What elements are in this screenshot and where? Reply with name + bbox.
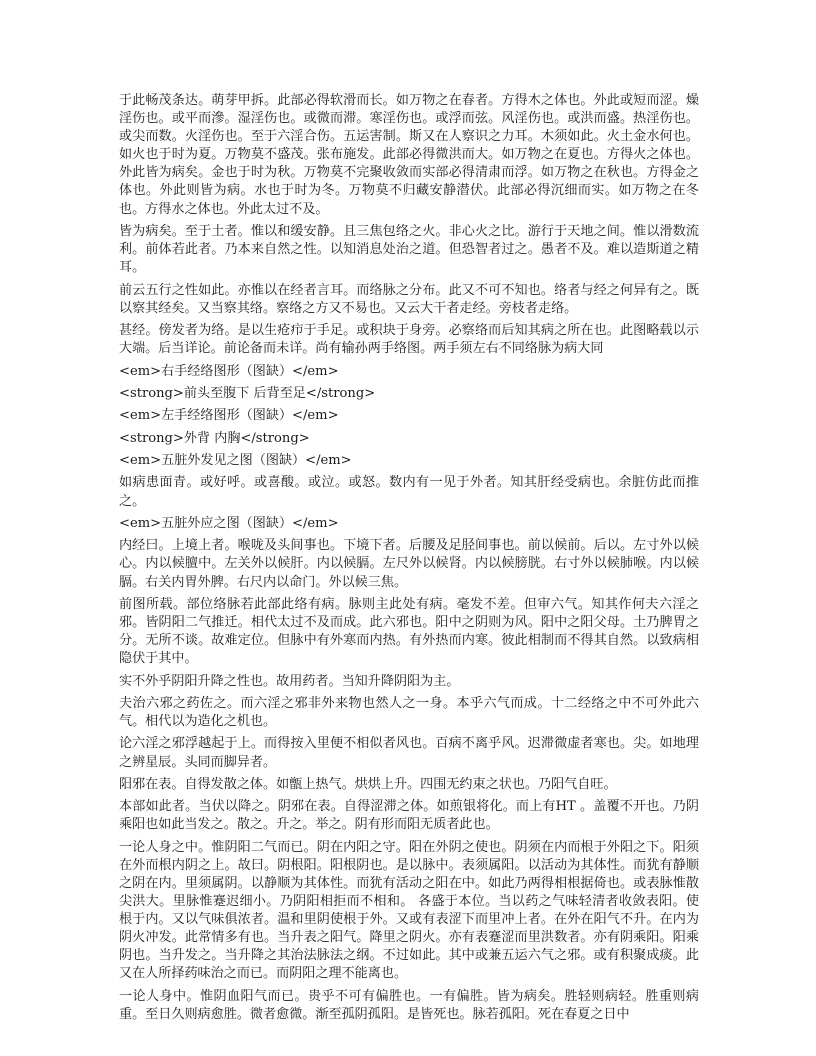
paragraph: 阳邪在表。自得发散之体。如甑上热气。烘烘上升。四围无约束之状也。乃阳气自旺。 — [119, 776, 617, 792]
figure-placeholder-five-organs-correspond: <em>五脏外应之图（图缺）</em> — [119, 515, 339, 531]
paragraph: 夫治六邪之药佐之。而六淫之邪非外来物也然人之一身。本乎六气而成。十二经络之中不可外此六气。相代以为造化之机也。 — [119, 695, 699, 730]
paragraph: 前云五行之性如此。亦惟以在经者言耳。而络脉之分布。此又不可不知也。络者与经之何异有之。既以察其经矣。又当察其络。察络之方又不易也。又云大干者走经。旁枝者走络。 — [119, 282, 699, 316]
paragraph: 本部如此者。当伏以降之。阴邪在表。自得涩滞之体。如煎银将化。而上有HT 。盖覆不开也。乃阴乘阳也如此当发之。散之。升之。举之。阴有形而阳无质者此也。 — [119, 799, 699, 833]
paragraph: 实不外乎阴阳升降之性也。故用药者。当知升降阴阳为主。 — [119, 673, 460, 689]
figure-placeholder-left-hand-meridians: <em>左手经络图形（图缺）</em> — [119, 408, 339, 424]
paragraph: 前图所载。部位络脉若此部此络有病。脉则主此处有病。毫发不差。但审六气。知其作何夫六淫之邪。皆阴阳二气推迁。相代太过不及而成。此六邪也。阳中之阴则为风。阳中之阳父母。土乃脾胃之分。无所不谈。故难定位。但脉中有外寒而内热。有外热而内寒。彼此相制而不得其自然。以致病相隐伏于其中。 — [119, 596, 699, 667]
figure-caption-strong: <strong>外背 内胸</strong> — [119, 430, 310, 446]
paragraph: 皆为病矣。至于土者。惟以和缓安静。且三焦包络之火。非心火之比。游行于天地之间。惟以滑数流利。前体若此者。乃本来自然之性。以知消息处治之道。但恐智者过之。愚者不及。难以造斯道之精耳。 — [119, 223, 699, 276]
paragraph: 一论人身中。惟阴血阳气而已。贵乎不可有偏胜也。一有偏胜。皆为病矣。胜轻则病轻。胜重则病重。至日久则病愈胜。微者愈微。渐至孤阴孤阳。是皆死也。脉若孤阳。死在春夏之日中 — [119, 988, 699, 1022]
paragraph: 如病患面青。或好呼。或喜酸。或泣。或怒。数内有一见于外者。知其肝经受病也。余脏仿此而推之。 — [119, 475, 699, 509]
figure-caption-strong: <strong>前头至腹下 后背至足</strong> — [119, 385, 376, 401]
figure-placeholder-five-organs-manifest: <em>五脏外发见之图（图缺）</em> — [119, 453, 352, 469]
paragraph: 一论人身之中。惟阴阳二气而已。阴在内阳之守。阳在外阴之使也。阴须在内而根于外阳之下。阳须在外而根内阴之上。故曰。阴根阳。阳根阴也。是以脉中。表须属阳。以活动为其体性。而犹有静顺之阴在内。里须属阴。以静顺为其体性。而犹有活动之阳在中。如此乃两得相根据倚也。或表脉惟散尖洪大。里脉惟蹇迟细小。乃阴阳相拒而不相和。 各盛于本位。当以药之气味轻清者收敛表阳。使根于内。又以气味俱浓者。温和里阴使根于外。又或有表涩下而里冲上者。在外在阳气不升。在内为阴火冲发。此常情多有也。当升表之阳气。降里之阴火。亦有表蹇涩而里洪数者。亦有阴乘阳。阳乘阴也。当升发之。当升降之其治法脉法之纲。不过如此。其中或兼五运六气之邪。或有积聚成痰。此又在人所择药味治之而已。而阴阳之理不能离也。 — [119, 839, 699, 982]
paragraph: 甚经。傍发者为络。是以生疮疖于手足。或积块于身旁。必察络而后知其病之所在也。此图略载以示大端。后当详论。前论备而未详。尚有输孙两手络图。两手须左右不同络脉为病大同 — [119, 323, 699, 357]
paragraph: 于此畅茂条达。萌芽甲拆。此部必得软滑而长。如万物之在春者。方得木之体也。外此或短而涩。燥淫伤也。或平而滲。湿淫伤也。或微而滞。寒淫伤也。或浮而弦。风淫伤也。或洪而盛。热淫伤也。或尖而数。火淫伤也。至于六淫合伤。五运害制。斯又在人察识之力耳。木须如此。火土金水何也。如火也于时为夏。万物莫不盛茂。张布施发。此部必得微洪而大。如万物之在夏也。方得火之体也。外此皆为病矣。金也于时为秋。万物莫不完聚收敛而实部必得清肃而浮。如万物之在秋也。方得金之体也。外此则皆为病。水也于时为冬。万物莫不归藏安静潜伏。此部必得沉细而实。如万物之在冬也。方得水之体也。外此太过不及。 — [119, 93, 699, 217]
paragraph: 内经曰。上境上者。喉咙及头间事也。下境下者。后腰及足胫间事也。前以候前。后以。左寸外以候心。内以候膻中。左关外以候肝。内以候膈。左尺外以候肾。内以候膀胱。右寸外以候肺喉。内以候膈。右关内胃外脾。右尺内以命门。外以候三焦。 — [119, 538, 699, 590]
paragraph: 论六淫之邪浮越起于上。而得按入里便不相似者风也。百病不离乎风。迟滞微虚者寒也。尖。如地理之辨星辰。头同而脚异者。 — [119, 736, 699, 770]
figure-placeholder-right-hand-meridians: <em>右手经络图形（图缺）</em> — [119, 363, 339, 379]
document-page — [119, 92, 699, 1028]
